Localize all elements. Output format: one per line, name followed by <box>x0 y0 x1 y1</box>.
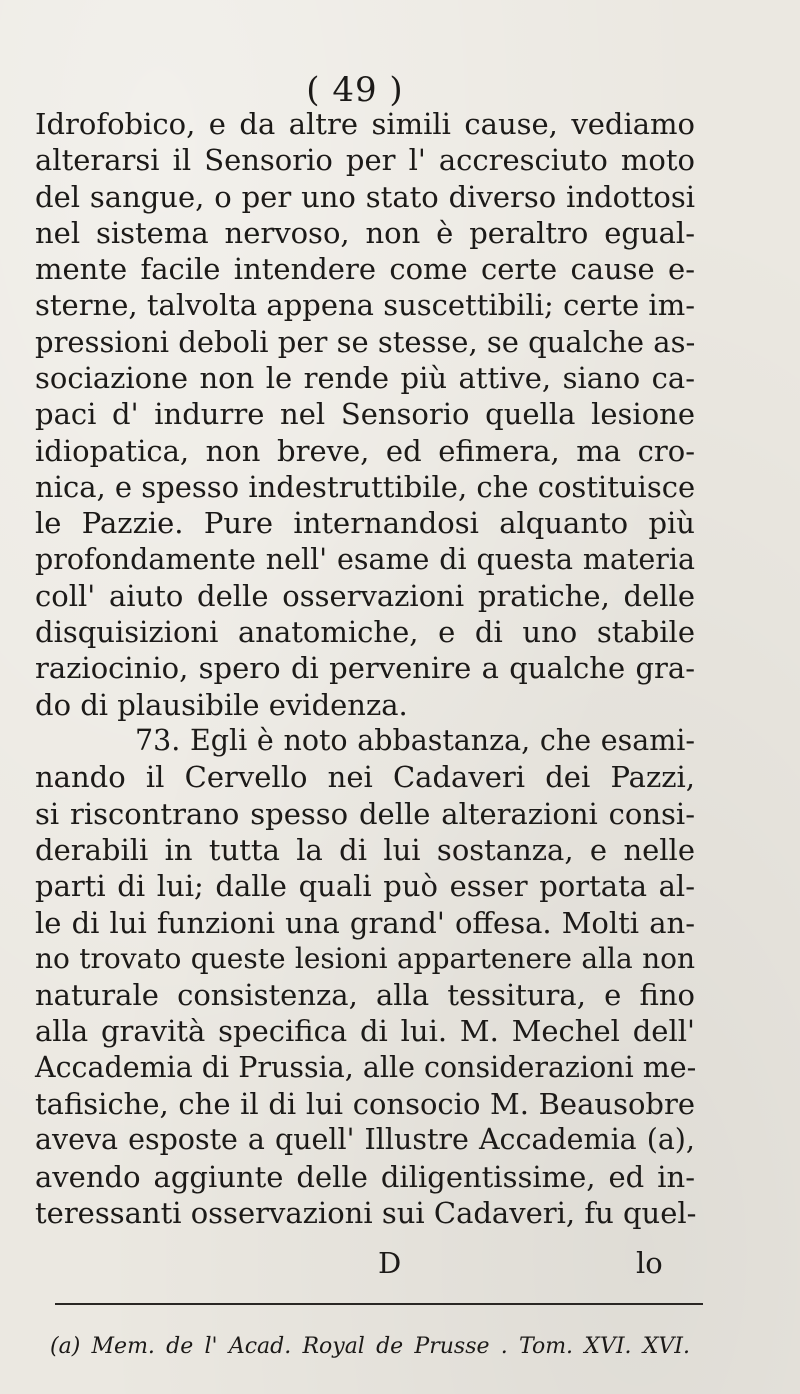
text-line: alterarsi il Sensorio per l' accresciuto moto <box>35 143 695 178</box>
text-line: le Pazzie. Pure internandosi alquanto più <box>35 506 695 541</box>
text-line: parti di lui; dalle quali può esser portata al- <box>35 869 695 904</box>
text-line: no trovato queste lesioni appartenere alla non <box>35 941 695 975</box>
text-line: Idrofobico, e da altre simili cause, vediamo <box>35 107 695 141</box>
page-number: ( 49 ) <box>306 70 404 110</box>
text-line: avendo aggiunte delle diligentissime, ed in- <box>35 1159 695 1194</box>
text-line: sociazione non le rende più attive, siano ca- <box>35 361 695 396</box>
text-line: tafisiche, che il di lui consocio M. Beausobre <box>35 1087 695 1122</box>
text-line: raziocinio, spero di pervenire a qualche gra- <box>35 651 695 686</box>
text-line: del sangue, o per uno stato diverso indottosi <box>35 179 695 214</box>
text-line: disquisizioni anatomiche, e di uno stabile <box>35 615 695 650</box>
text-line: si riscontrano spesso delle alterazioni consi- <box>35 796 695 831</box>
text-line: teressanti osservazioni sui Cadaveri, fu quel- <box>35 1195 697 1230</box>
text-line: pressioni deboli per se stesse, se qualche as- <box>35 324 696 359</box>
text-line: mente facile intendere come certe cause e- <box>35 252 695 287</box>
footnote-divider <box>55 1303 703 1305</box>
catchword: lo <box>636 1246 663 1280</box>
text-line: aveva esposte a quell' Illustre Accademia (a), <box>35 1123 695 1157</box>
body-text <box>35 106 695 1231</box>
text-line: coll' aiuto delle osservazioni pratiche, delle <box>35 578 695 613</box>
text-line: Accademia di Prussia, alle considerazioni me- <box>35 1050 697 1084</box>
section-start-line: 73. Egli è noto abbastanza, che esami- <box>135 724 695 758</box>
text-line: profondamente nell' esame di questa materia <box>35 542 695 576</box>
footnote: (a) Mem. de l' Acad. Royal de Prusse . Tom. XVI. XVI. <box>50 1334 690 1359</box>
text-line: nel sistema nervoso, non è peraltro egual- <box>35 215 695 250</box>
text-line: le di lui funzioni una grand' offesa. Molti an- <box>35 905 695 940</box>
text-line: nica, e spesso indestruttibile, che costituisce <box>35 469 696 504</box>
text-line: nando il Cervello nei Cadaveri dei Pazzi, <box>35 760 695 795</box>
text-line: idiopatica, non breve, ed efimera, ma cro- <box>35 433 695 468</box>
signature-mark: D <box>378 1246 402 1280</box>
text-line: naturale consistenza, alla tessitura, e fino <box>35 978 695 1013</box>
page-footer-marks <box>0 1245 800 1281</box>
paragraph-end-line: do di plausibile evidenza. <box>35 687 408 722</box>
text-line: alla gravità specifica di lui. M. Mechel dell' <box>35 1014 695 1049</box>
text-line: sterne, talvolta appena suscettibili; certe im- <box>35 288 695 323</box>
text-line: derabili in tutta la di lui sostanza, e nelle <box>35 832 695 867</box>
text-line: paci d' indurre nel Sensorio quella lesione <box>35 397 695 432</box>
